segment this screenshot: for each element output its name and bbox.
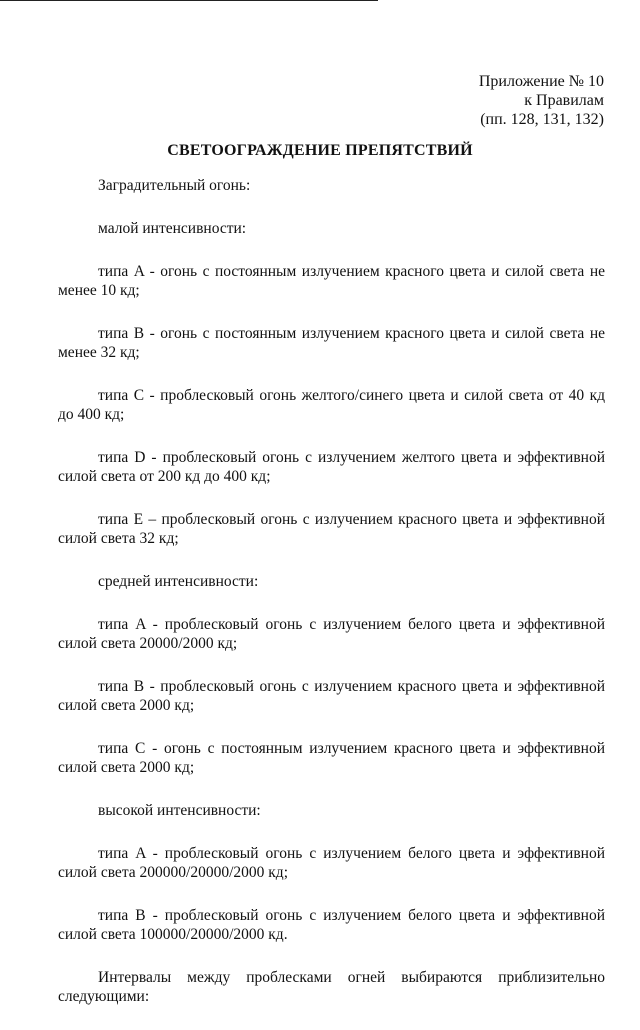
paragraph-low-type-e: типа E – проблесковый огонь с излучением красного цвета и эффективной силой света 32 кд; bbox=[58, 511, 605, 547]
paragraph-low-intensity: малой интенсивности: bbox=[98, 220, 247, 237]
paragraph-medium-intensity: средней интенсивности: bbox=[98, 573, 259, 590]
paragraph-high-intensity: высокой интенсивности: bbox=[98, 802, 261, 819]
paragraph-low-type-a: типа A - огонь с постоянным излучением красного цвета и силой света не менее 10 кд; bbox=[58, 263, 605, 299]
paragraph-medium-type-a: типа A - проблесковый огонь с излучением белого цвета и эффективной силой света 20000/2000 кд; bbox=[58, 616, 605, 652]
document-title: СВЕТООГРАЖДЕНИЕ ПРЕПЯТСТВИЙ bbox=[167, 142, 473, 159]
annex-number: Приложение № 10 bbox=[478, 73, 604, 90]
top-edge-line bbox=[0, 0, 378, 1]
paragraph-high-type-a: типа A - проблесковый огонь с излучением белого цвета и эффективной силой света 200000/20000/2000 кд; bbox=[58, 845, 605, 881]
paragraph-low-type-b: типа B - огонь с постоянным излучением красного цвета и силой света не менее 32 кд; bbox=[58, 325, 605, 361]
paragraph-low-type-d: типа D - проблесковый огонь с излучением желтого цвета и эффективной силой света от 200 кд до 400 кд; bbox=[58, 449, 605, 485]
paragraph-medium-type-b: типа B - проблесковый огонь с излучением красного цвета и эффективной силой света 2000 кд; bbox=[58, 678, 605, 714]
annex-clauses: (пп. 128, 131, 132) bbox=[480, 111, 604, 128]
document-body bbox=[58, 176, 605, 1030]
paragraph-barrier-light: Заградительный огонь: bbox=[98, 177, 251, 194]
paragraph-low-type-c: типа C - проблесковый огонь желтого/синего цвета и силой света от 40 кд до 400 кд; bbox=[58, 387, 605, 423]
paragraph-medium-type-c: типа C - огонь с постоянным излучением красного цвета и эффективной силой света 2000 кд; bbox=[58, 740, 605, 776]
paragraph-intervals-line1: Интервалы между проблесками огней выбираются приблизительно bbox=[98, 969, 605, 986]
annex-reference bbox=[479, 72, 604, 129]
annex-rules: к Правилам bbox=[524, 92, 604, 109]
paragraph-intervals-line2: следующими: bbox=[58, 988, 150, 1005]
paragraph-high-type-b: типа B - проблесковый огонь с излучением белого цвета и эффективной силой света 100000/20000/2000 кд. bbox=[58, 907, 605, 943]
